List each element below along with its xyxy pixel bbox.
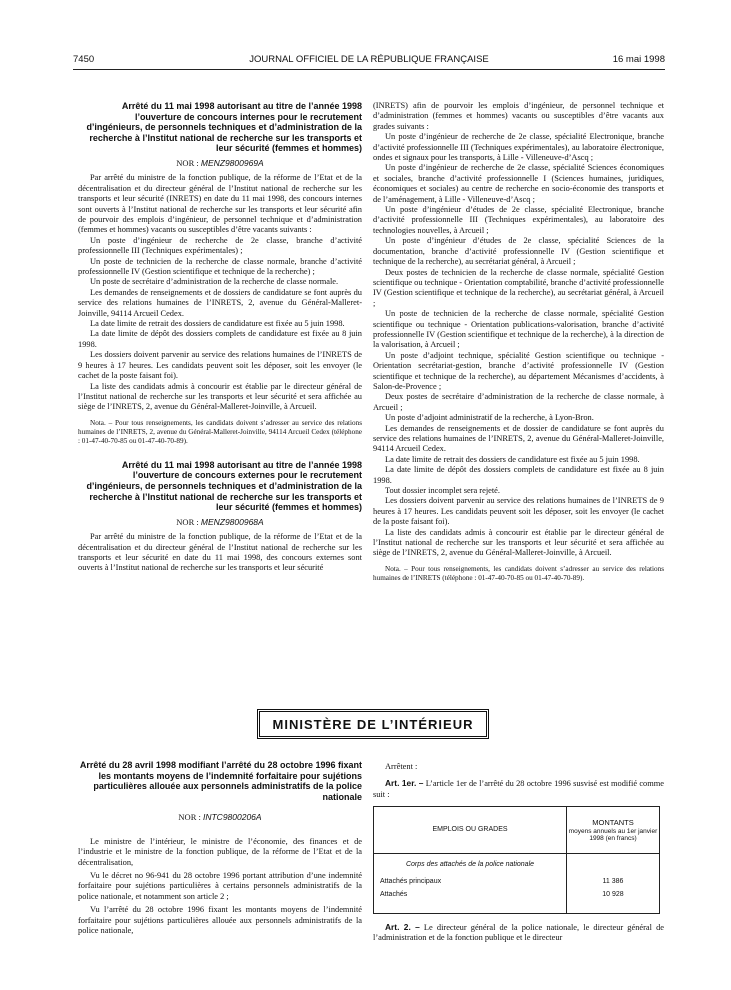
header-rule [73,69,665,70]
decree-1-paragraph: La liste des candidats admis à concourir est établie par le directeur général de l’Institut national de recherche sur les transports et leur sécurité et sera affichée au siège de l’INRETS, 2, avenue du Général-Malleret-Joinville, à Arcueil. [78,381,362,412]
table-cell-amount: 10 928 [567,889,660,901]
decree-3-title: Arrêté du 28 avril 1998 modifiant l’arrêté du 28 octobre 1996 fixant les montants moyens de l’indemnité forfaitaire pour sujétions particulières allouée aux personnels administratifs de la police nationale [79,760,362,802]
decree-2-paragraph: La date limite de retrait des dossiers de candidature est fixée au 5 juin 1998. [385,454,640,464]
decree-2-paragraph: Un poste d’ingénieur d’études de 2e classe, spécialité Electronique, branche d’activité professionnelle III (Techniques expérimentales), au laboratoire des technologies nouvelles, à Arcueil ; [373,205,664,235]
decree-2-paragraph: Un poste d’adjoint administratif de la recherche, à Lyon-Bron. [385,413,594,423]
decree-2-paragraph: Un poste d’ingénieur de recherche de 2e classe, spécialité Sciences économiques et sociales, branche d’activité professionnelle I (Sciences humaines, juridiques, économiques et sociales) au centre de recherche en socio-économie des transports et de l’aménagement, à Lille - Villeneuve-d’Ascq ; [373,163,664,204]
decree-1-nor: NOR : MENZ9800969A [176,157,264,168]
decree-2-paragraph: La date limite de dépôt des dossiers complets de candidature est fixée au 8 juin 1998. [373,465,664,485]
page-header [73,54,665,68]
ministry-heading: MINISTÈRE DE L’INTÉRIEUR [257,709,489,739]
decree-1-paragraph: Un poste de secrétaire d’administration de la recherche de classe normale. [90,277,339,287]
decree-2-nor: NOR : MENZ9800968A [176,516,264,527]
table-row [374,889,660,901]
right-column [373,101,664,583]
decree-2-paragraph: Deux postes de secrétaire d’administration de la recherche de classe normale, à Arcueil ; [373,392,664,412]
journal-title: JOURNAL OFFICIEL DE LA RÉPUBLIQUE FRANÇAISE [249,54,489,65]
interior-right-column [373,762,664,944]
left-column [78,101,362,574]
table-header-amounts: MONTANTS moyens annuels au 1er janvier 1998 (en francs) [567,807,660,854]
decree-1-paragraph: Un poste de technicien de la recherche de classe normale, branche d’activité professionnelle IV (Gestion scientifique et technique de la recherche) ; [78,256,362,277]
decree-3-nor: NOR : INTC9800206A [178,812,262,823]
article-1: Art. 1er. – L’article 1er de l’arrêté du 28 octobre 1996 susvisé est modifié comme suit : [373,778,664,799]
decree-2-paragraph: Tout dossier incomplet sera rejeté. [385,486,500,496]
decree-2-paragraph: Les dossiers doivent parvenir au service des relations humaines de l’INRETS de 9 heures à 17 heures. Les candidats peuvent soit les déposer, soit les envoyer (le cachet de la poste faisant foi). [373,496,664,527]
decree-2-paragraph: Un poste d’ingénieur de recherche de 2e classe, spécialité Electronique, branche d’activité professionnelle III (Techniques expérimentales), au laboratoire électronique, ondes et signaux pour les transports, à Lille - Villeneuve-d’Ascq ; [373,132,664,163]
table-cell-amount: 11 386 [567,876,660,888]
decree-2-paragraph: Un poste d’ingénieur d’études de 2e classe, spécialité Sciences de la documentation, branche d’activité professionnelle IV (Gestion scientifique et technique de la recherche), au secrétariat général, à Arcueil ; [373,236,664,267]
decree-1-paragraph: Les demandes de renseignements et de dossiers de candidature se font auprès du service des relations humaines de l’INRETS, 2, avenue du Général-Malleret-Joinville, 94114 Arcueil Cedex. [78,287,362,318]
table-header-grades: EMPLOIS OU GRADES [374,807,567,854]
decree-2-note: Nota. – Pour tous renseignements, les candidats doivent s’adresser au service des relations humaines de l’INRETS (téléphone : 01-47-40-70-85 ou 01-47-40-70-89). [373,564,664,582]
decree-2-paragraph: Un poste de technicien de la recherche de classe normale, spécialité Gestion scientifique ou technique - Orientation publications-valorisation, branche d’activité professionnelle IV (Gestion scientifique et technique de la recherche), à la direction de la valorisation, à Arcueil ; [373,309,664,350]
decree-3-paragraph: Vu l’arrêté du 28 octobre 1996 fixant les montants moyens de l’indemnité forfaitaire pour sujétions particulières allouée aux personnels administratifs de la police nationale, [78,905,362,936]
decree-2-paragraph: Par arrêté du ministre de la fonction publique, de la réforme de l’Etat et de la décentralisation et du directeur général de l’Institut national de recherche sur les transports et leur sécurité en date du 11 mai 1998, des concours externes sont ouverts à l’Institut national de recherche sur les transports et leur sécurité [78,532,362,573]
amounts-table [373,806,660,914]
article-2: Art. 2. – Le directeur général de la police nationale, le directeur général de l’administration et de la fonction publique et le directeur [373,922,664,943]
decree-1-note: Nota. – Pour tous renseignements, les candidats doivent s’adresser au service des relations humaines de l’INRETS, 2, avenue du Général-Malleret-Joinville, 94114 Arcueil Cedex (téléphone : 01-47-40-70-85 ou 01-47-40-70-89). [78,418,362,445]
interior-left-column [78,760,362,936]
table-group-label: Corps des attachés de la police nationale [374,854,567,877]
arretent-line: Arrêtent : [385,762,418,771]
decree-1-paragraph: Les dossiers doivent parvenir au service des relations humaines de l’INRETS de 9 heures à 17 heures. Les candidats peuvent soit les déposer, soit les envoyer (le cachet de la poste faisant foi). [78,350,362,381]
table-cell-grade: Attachés principaux [374,876,567,888]
decree-2-title: Arrêté du 11 mai 1998 autorisant au titre de l’année 1998 l’ouverture de concours externes pour le recrutement d’ingénieurs, de personnels techniques et d’administration de la recherche à l’Institut national de recherche sur les transports et leur sécurité (femmes et hommes) [86,459,362,513]
decree-1-paragraph: Par arrêté du ministre de la fonction publique, de la réforme de l’Etat et de la décentralisation et du directeur général de l’Institut national de recherche sur les transports et leur sécurité (INRETS) en date du 11 mai 1998, des concours internes sont ouverts à l’Institut national de recherche sur les transports et leur sécurité afin de pourvoir des emplois d’ingénieur, de personnel technique et d’administration (femmes et hommes) vacants ou susceptibles d’être vacants suivants : [78,173,362,235]
decree-3-paragraph: Vu le décret no 96-941 du 28 octobre 1996 portant attribution d’une indemnité forfaitaire pour sujétions particulières à certains personnels administratifs de la police nationale, et notamment son article 2 ; [78,871,362,901]
decree-1-paragraph: La date limite de retrait des dossiers de candidature est fixée au 5 juin 1998. [90,319,345,329]
table-row [374,876,660,888]
decree-2-paragraph: Un poste d’adjoint technique, spécialité Gestion scientifique ou technique - Orientation secrétariat-gestion, branche d’activité professionnelle IV (Gestion scientifique et technique de la recherche), au département Mécanismes d’accidents, à Salon-de-Provence ; [373,350,664,391]
page-number: 7450 [73,54,95,65]
decree-1-title: Arrêté du 11 mai 1998 autorisant au titre de l’année 1998 l’ouverture de concours internes pour le recrutement d’ingénieurs, de personnels techniques et d’administration de la recherche à l’Institut national de recherche sur les transports et leur sécurité (femmes et hommes) [86,101,362,154]
table-cell-grade: Attachés [374,889,567,901]
issue-date: 16 mai 1998 [612,54,665,65]
decree-1-paragraph: La date limite de dépôt des dossiers complets de candidature est fixée au 8 juin 1998. [78,329,362,349]
decree-1-paragraph: Un poste d’ingénieur de recherche de 2e classe, branche d’activité professionnelle III (Techniques expérimentales) ; [78,235,362,256]
decree-2-paragraph: La liste des candidats admis à concourir est établie par le directeur général de l’Institut national de recherche sur les transports et leur sécurité et sera affichée au siège de l’INRETS, 2, avenue du Général-Malleret-Joinville, à Arcueil. [373,527,664,558]
decree-2-paragraph: Les demandes de renseignements et de dossier de candidature se font auprès du service des relations humaines de l’INRETS, 2, avenue du Général-Malleret-Joinville, 94114 Arcueil Cedex. [373,423,664,454]
decree-2-paragraph: Deux postes de technicien de la recherche de classe normale, spécialité Gestion scientifique ou technique - Orientation comptabilité, branche d’activité professionnelle IV (Gestion scientifique et technique de la recherche), au secrétariat général, à Arcueil ; [373,267,664,308]
decree-2-paragraph: (INRETS) afin de pourvoir les emplois d’ingénieur, de personnel technique et d’administration (femmes et hommes) vacants ou susceptibles d’être vacants aux grades suivants : [373,101,664,131]
decree-3-paragraph: Le ministre de l’intérieur, le ministre de l’économie, des finances et de l’industrie et le ministre de la fonction publique, de la réforme de l’Etat et de la décentralisation, [78,836,362,867]
